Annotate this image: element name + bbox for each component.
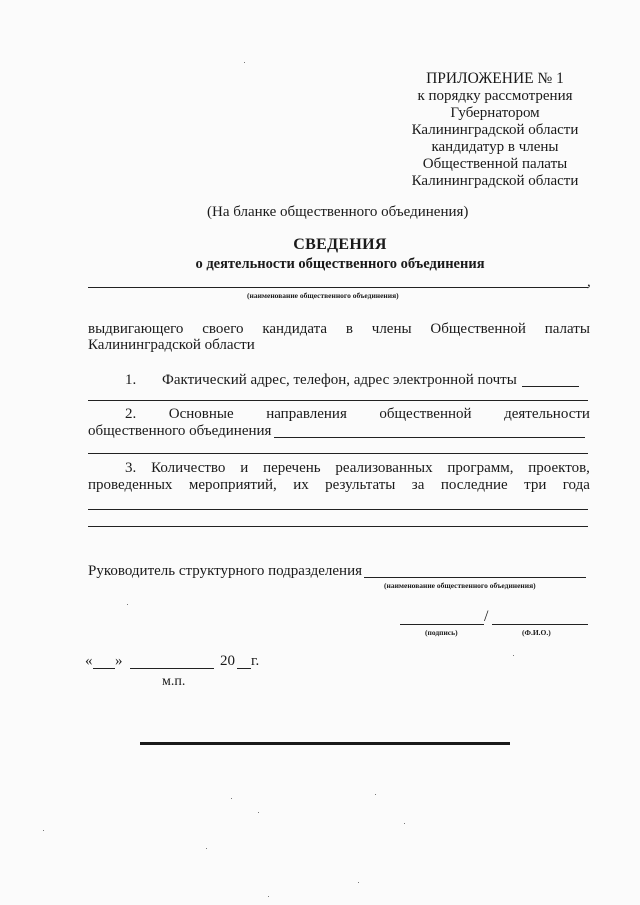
word: их	[293, 477, 309, 493]
word: Основные	[168, 406, 234, 422]
item-2-line-1	[125, 406, 590, 423]
letterhead-note: (На бланке общественного объединения)	[207, 204, 469, 220]
date-year-suffix: г.	[251, 653, 260, 669]
word: программ,	[447, 460, 514, 476]
word: члены	[371, 321, 412, 337]
scan-speck	[268, 896, 269, 897]
word: Количество	[151, 460, 226, 476]
item-3-line-1	[125, 460, 590, 477]
signature-slash: /	[484, 608, 489, 625]
word: выдвигающего	[88, 321, 184, 337]
stamp-label: м.п.	[162, 674, 186, 689]
item-1-text: Фактический адрес, телефон, адрес электронной почты	[162, 372, 517, 388]
word: направления	[266, 406, 347, 422]
scan-speck	[127, 604, 128, 605]
appendix-line: Губернатором	[450, 105, 540, 121]
document-heading	[140, 236, 540, 273]
item-1-answer-line[interactable]	[522, 386, 579, 387]
org-name-line-suffix: ,	[587, 274, 591, 290]
scan-speck	[206, 848, 207, 849]
appendix-block	[395, 69, 595, 190]
item-2-line-2: общественного объединения	[88, 423, 272, 439]
org-name-caption: (наименование общественного объединения)	[247, 291, 399, 300]
bottom-separator	[140, 742, 510, 745]
date-year-line[interactable]	[237, 668, 251, 669]
signature-line[interactable]	[400, 624, 484, 625]
scan-speck	[244, 62, 245, 63]
word: общественной	[379, 406, 472, 422]
item-3-line-2	[88, 477, 590, 494]
scan-speck	[375, 794, 376, 795]
heading-title: СВЕДЕНИЯ	[293, 236, 387, 253]
word: мероприятий,	[188, 477, 277, 493]
word: перечень	[263, 460, 321, 476]
scan-speck	[43, 830, 44, 831]
org-name-line[interactable]	[88, 287, 588, 288]
word: проектов,	[528, 460, 590, 476]
item-2-number: 2.	[125, 406, 137, 422]
appendix-line: Калининградской области	[411, 122, 579, 138]
date-month-line[interactable]	[130, 668, 214, 669]
word: и	[240, 460, 249, 476]
appendix-line: к порядку рассмотрения	[417, 88, 573, 104]
scan-speck	[231, 798, 232, 799]
item-3-number: 3.	[125, 460, 137, 476]
appendix-line: кандидатур в члены	[431, 139, 559, 155]
word: Общественной	[430, 321, 526, 337]
scan-speck	[513, 655, 514, 656]
word: реализованных	[335, 460, 433, 476]
item-1-number: 1.	[125, 372, 137, 388]
heading-subtitle: о деятельности общественного объединения	[195, 256, 485, 272]
word: кандидата	[262, 321, 328, 337]
date-day-line[interactable]	[93, 668, 115, 669]
word: палаты	[544, 321, 590, 337]
item-2-answer-line-2[interactable]	[88, 453, 588, 454]
word: три	[524, 477, 547, 493]
item-3-answer-line-2[interactable]	[88, 526, 588, 527]
word: своего	[202, 321, 244, 337]
word: за	[411, 477, 425, 493]
head-label: Руководитель структурного подразделения	[88, 563, 362, 579]
item-1-answer-line-2[interactable]	[88, 400, 588, 401]
word: в	[345, 321, 353, 337]
date-open-quote: «	[85, 653, 93, 669]
item-3-answer-line[interactable]	[88, 509, 588, 510]
head-name-line[interactable]	[364, 577, 586, 578]
word: результаты	[325, 477, 396, 493]
date-close-quote: »	[115, 653, 123, 669]
appendix-line: Калининградской области	[411, 173, 579, 189]
word: последние	[440, 477, 508, 493]
appendix-line: Общественной палаты	[422, 156, 568, 172]
full-name-caption: (Ф.И.О.)	[522, 628, 551, 637]
nominating-line-2: Калининградской области	[88, 337, 255, 353]
full-name-line[interactable]	[492, 624, 588, 625]
item-2-answer-line[interactable]	[274, 437, 585, 438]
nominating-line-1	[88, 321, 590, 338]
scan-speck	[258, 812, 259, 813]
word: проведенных	[88, 477, 173, 493]
date-year-prefix: 20	[220, 653, 235, 669]
head-caption: (наименование общественного объединения)	[384, 581, 536, 590]
appendix-title: ПРИЛОЖЕНИЕ № 1	[426, 70, 564, 87]
word: деятельности	[504, 406, 590, 422]
word: года	[562, 477, 590, 493]
signature-caption: (подпись)	[425, 628, 458, 637]
scan-speck	[358, 882, 359, 883]
scan-speck	[404, 823, 405, 824]
